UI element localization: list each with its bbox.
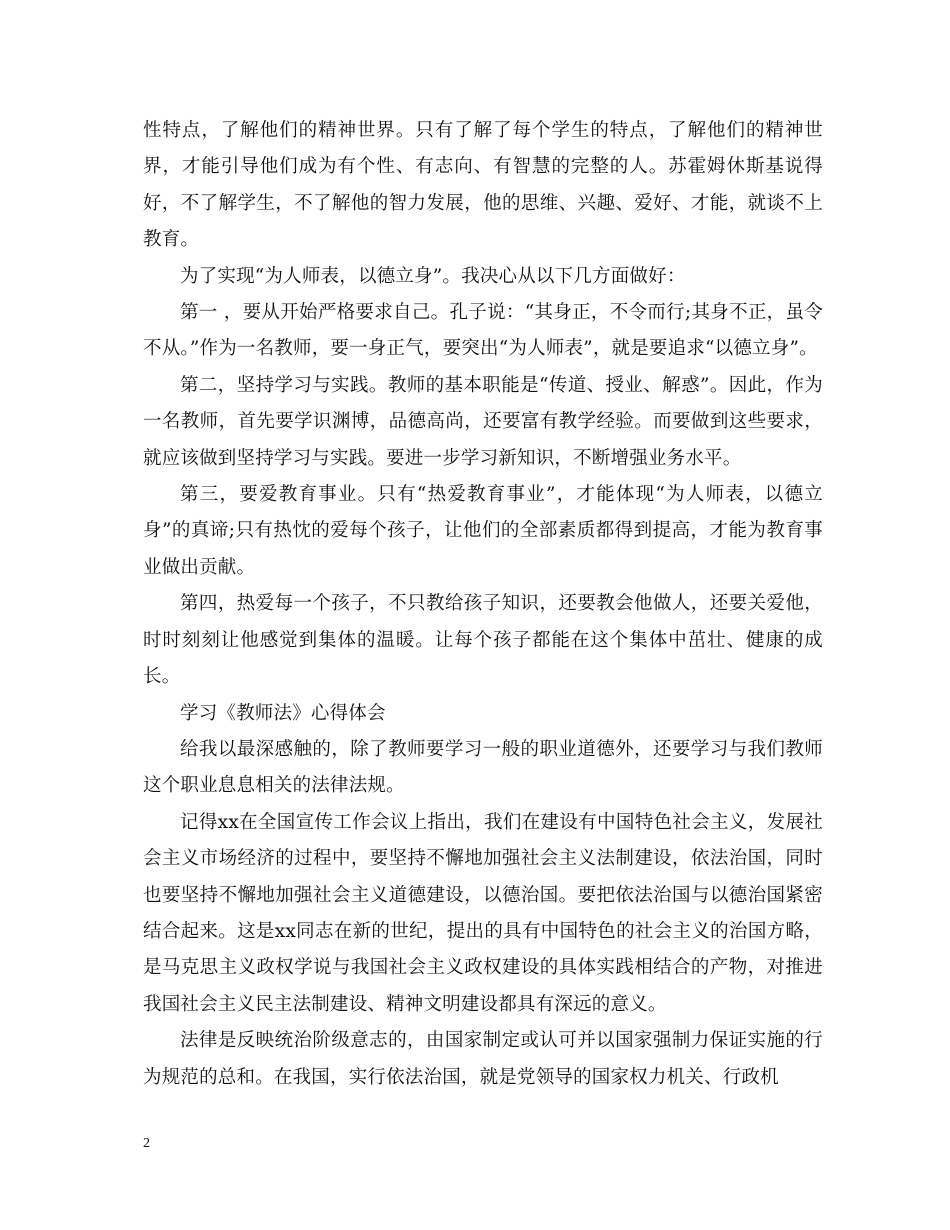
paragraph-1: 性特点，了解他们的精神世界。只有了解了每个学生的特点，了解他们的精神世界，才能引导他们成为有个性、有志向、有智慧的完整的人。苏霍姆休斯基说得好，不了解学生，不了解他的智力发展，他的思维、兴趣、爱好、才能，就谈不上教育。 (143, 120, 823, 251)
paragraph-5: 第三，要爱教育事业。只有“热爱教育事业”，才能体现“为人师表，以德立身”的真谛;只有热忱的爱每个孩子，让他们的全部素质都得到提高，才能为教育事业做出贡献。 (143, 484, 823, 578)
paragraph-9: 法律是反映统治阶级意志的，由国家制定或认可并以国家强制力保证实施的行为规范的总和。在我国，实行依法治国，就是党领导的国家权力机关、行政机 (143, 1030, 823, 1088)
paragraph-3: 第一 ，要从开始严格要求自己。孔子说：“其身正，不令而行;其身不正，虽令不从。”作为一名教师，要一身正气，要突出“为人师表”，就是要追求“以德立身”。 (143, 302, 823, 360)
paragraph-2: 为了实现“为人师表，以德立身”。我决心从以下几方面做好： (180, 265, 686, 287)
paragraph-4: 第二，坚持学习与实践。教师的基本职能是“传道、授业、解惑”。因此，作为一名教师，首先要学识渊博，品德高尚，还要富有教学经验。而要做到这些要求，就应该做到坚持学习与实践。要进一步学习新知识，不断增强业务水平。 (143, 374, 823, 469)
page-number: 2 (143, 1136, 150, 1151)
section-heading: 学习《教师法》心得体会 (180, 702, 386, 724)
paragraph-6: 第四，热爱每一个孩子，不只教给孩子知识，还要教会他做人，还要关爱他，时时刻刻让他感觉到集体的温暖。让每个孩子都能在这个集体中茁壮、健康的成长。 (143, 593, 823, 688)
paragraph-7: 给我以最深感触的，除了教师要学习一般的职业道德外，还要学习与我们教师这个职业息息相关的法律法规。 (143, 738, 823, 797)
paragraph-8: 记得xx在全国宣传工作会议上指出，我们在建设有中国特色社会主义，发展社会主义市场经济的过程中，要坚持不懈地加强社会主义法制建设，依法治国，同时也要坚持不懈地加强社会主义道德建设，以德治国。要把依法治国与以德治国紧密结合起来。这是xx同志在新的世纪，提出的具有中国特色的社会主义的治国方略，是马克思主义政权学说与我国社会主义政权建设的具体实践相结合的产物，对推进我国社会主义民主法制建设、精神文明建设都具有深远的意义。 (143, 811, 823, 1015)
document-body (143, 113, 823, 1096)
